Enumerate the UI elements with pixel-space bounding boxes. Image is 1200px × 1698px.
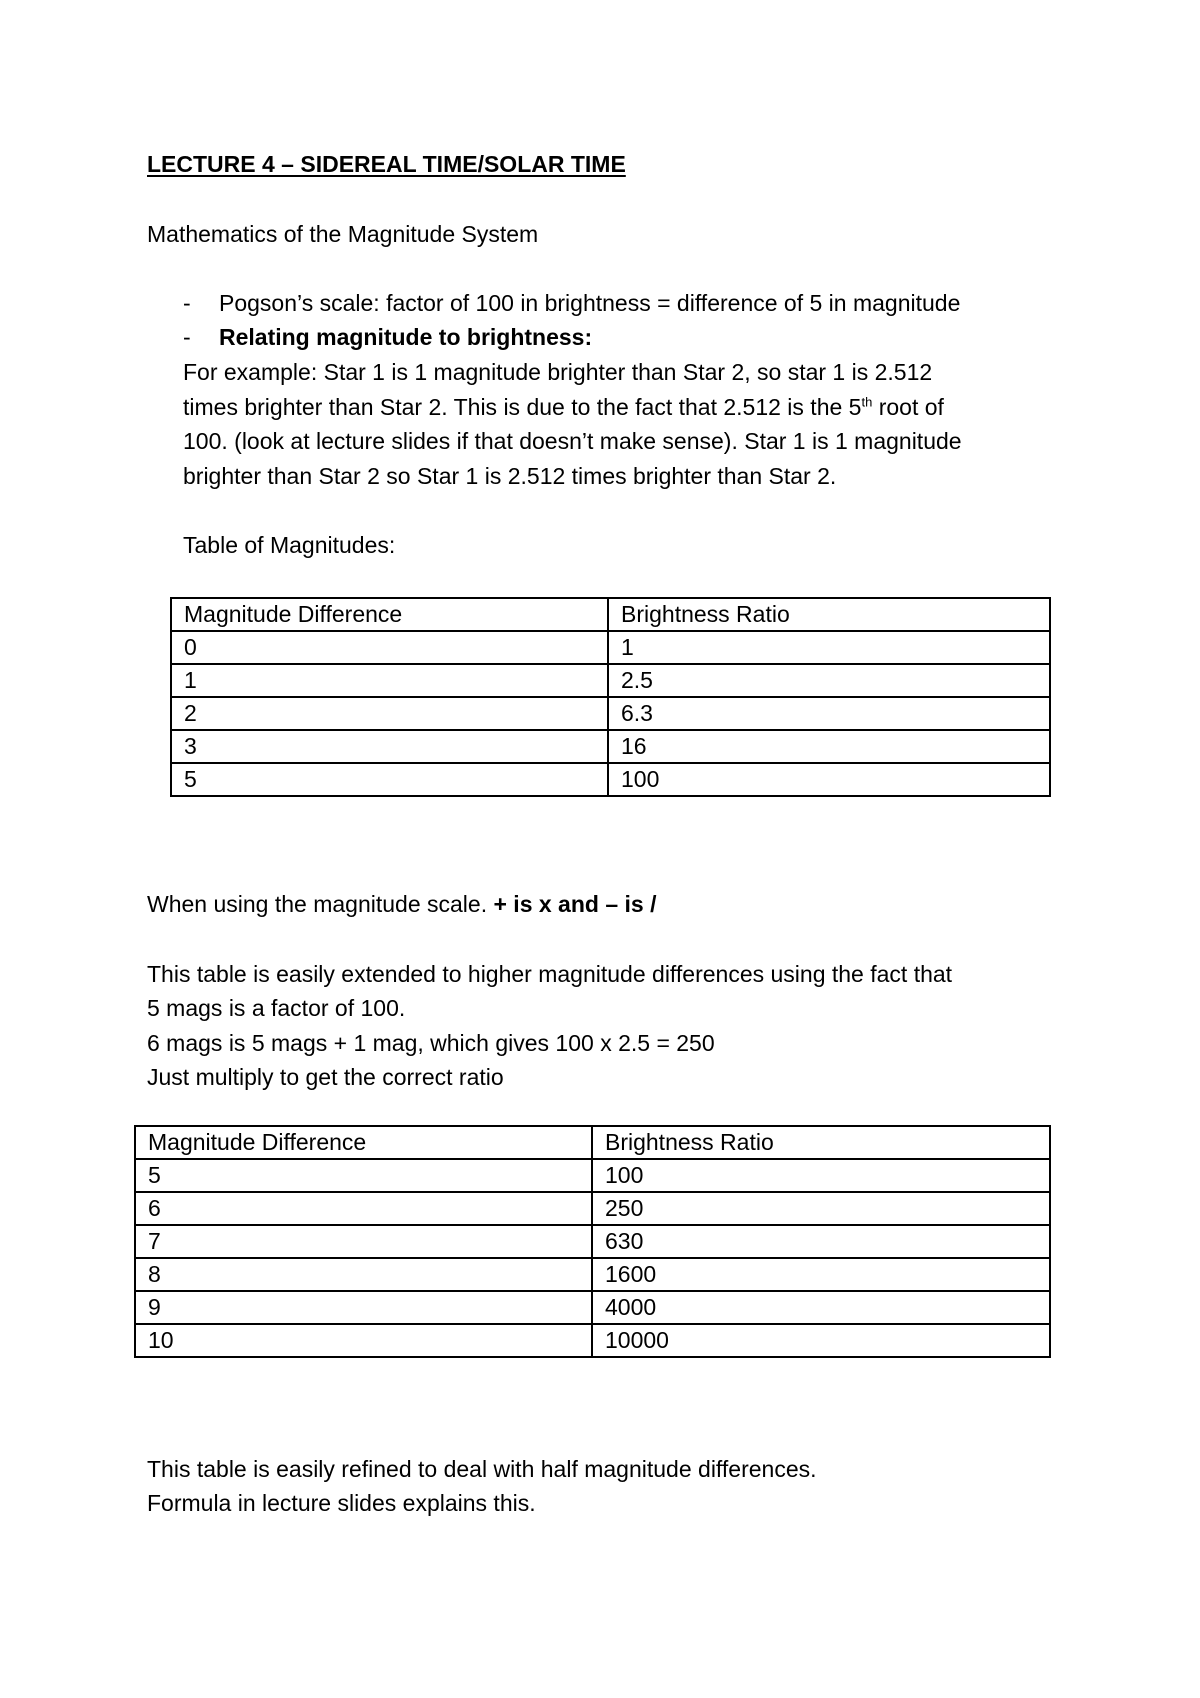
table-row (171, 730, 1050, 763)
example-text: root of (872, 394, 944, 420)
table-cell: 0 (171, 631, 608, 664)
magnitude-rule (147, 887, 656, 921)
closing-line: Formula in lecture slides explains this. (147, 1490, 536, 1516)
table-cell: 10 (135, 1324, 592, 1357)
table-cell: 3 (171, 730, 608, 763)
closing-line: This table is easily refined to deal with half magnitude differences. (147, 1456, 817, 1482)
rule-bold-text: + is x and – is / (493, 891, 657, 917)
table-cell: 250 (592, 1192, 1050, 1225)
table-cell: 2.5 (608, 664, 1050, 697)
example-line: 100. (look at lecture slides if that doesn’t make sense). Star 1 is 1 magnitude (183, 428, 962, 454)
table-cell: 2 (171, 697, 608, 730)
table-cell: 6.3 (608, 697, 1050, 730)
table-row (135, 1225, 1050, 1258)
header-cell: Brightness Ratio (592, 1126, 1050, 1159)
example-line: For example: Star 1 is 1 magnitude brighter than Star 2, so star 1 is 2.512 (183, 359, 933, 385)
table-cell: 10000 (592, 1324, 1050, 1357)
extended-magnitude-table (134, 1125, 1051, 1358)
table-row (135, 1291, 1050, 1324)
table-cell: 1 (171, 664, 608, 697)
table-row (171, 763, 1050, 796)
table-cell: 5 (135, 1159, 592, 1192)
table-cell: 100 (608, 763, 1050, 796)
header-cell: Brightness Ratio (608, 598, 1050, 631)
superscript: th (861, 394, 873, 410)
table-cell: 16 (608, 730, 1050, 763)
table-row (135, 1324, 1050, 1357)
extension-line: Just multiply to get the correct ratio (147, 1064, 504, 1090)
example-line (183, 390, 944, 424)
table-row (135, 1192, 1050, 1225)
table-row (171, 631, 1050, 664)
table-row (135, 1258, 1050, 1291)
table-cell: 1600 (592, 1258, 1050, 1291)
table-cell: 6 (135, 1192, 592, 1225)
table-row (171, 697, 1050, 730)
table-header-row (135, 1126, 1050, 1159)
rule-text: When using the magnitude scale. (147, 891, 494, 917)
extension-line: This table is easily extended to higher magnitude differences using the fact that (147, 961, 953, 987)
example-line: brighter than Star 2 so Star 1 is 2.512 times brighter than Star 2. (183, 463, 837, 489)
header-cell: Magnitude Difference (171, 598, 608, 631)
table-cell: 7 (135, 1225, 592, 1258)
magnitude-table (170, 597, 1051, 797)
table-header-row (171, 598, 1050, 631)
bullet-text: Relating magnitude to brightness: (219, 324, 593, 350)
table-cell: 8 (135, 1258, 592, 1291)
table-cell: 4000 (592, 1291, 1050, 1324)
section-heading: Mathematics of the Magnitude System (147, 221, 539, 247)
table-cell: 5 (171, 763, 608, 796)
bullet-marker: - (183, 290, 191, 316)
table-row (171, 664, 1050, 697)
table-row (135, 1159, 1050, 1192)
bullet-pogson (183, 286, 961, 320)
example-text: times brighter than Star 2. This is due to the fact that 2.512 is the 5 (183, 394, 862, 420)
table-cell: 1 (608, 631, 1050, 664)
page-title: LECTURE 4 – SIDEREAL TIME/SOLAR TIME (147, 151, 626, 177)
table-cell: 630 (592, 1225, 1050, 1258)
table-cell: 100 (592, 1159, 1050, 1192)
header-cell: Magnitude Difference (135, 1126, 592, 1159)
table-label: Table of Magnitudes: (183, 532, 396, 558)
extension-line: 5 mags is a factor of 100. (147, 995, 406, 1021)
extension-line: 6 mags is 5 mags + 1 mag, which gives 100 x 2.5 = 250 (147, 1030, 715, 1056)
bullet-relating (183, 320, 593, 354)
bullet-marker: - (183, 324, 191, 350)
bullet-text: Pogson’s scale: factor of 100 in brightness = difference of 5 in magnitude (219, 290, 961, 316)
table-cell: 9 (135, 1291, 592, 1324)
